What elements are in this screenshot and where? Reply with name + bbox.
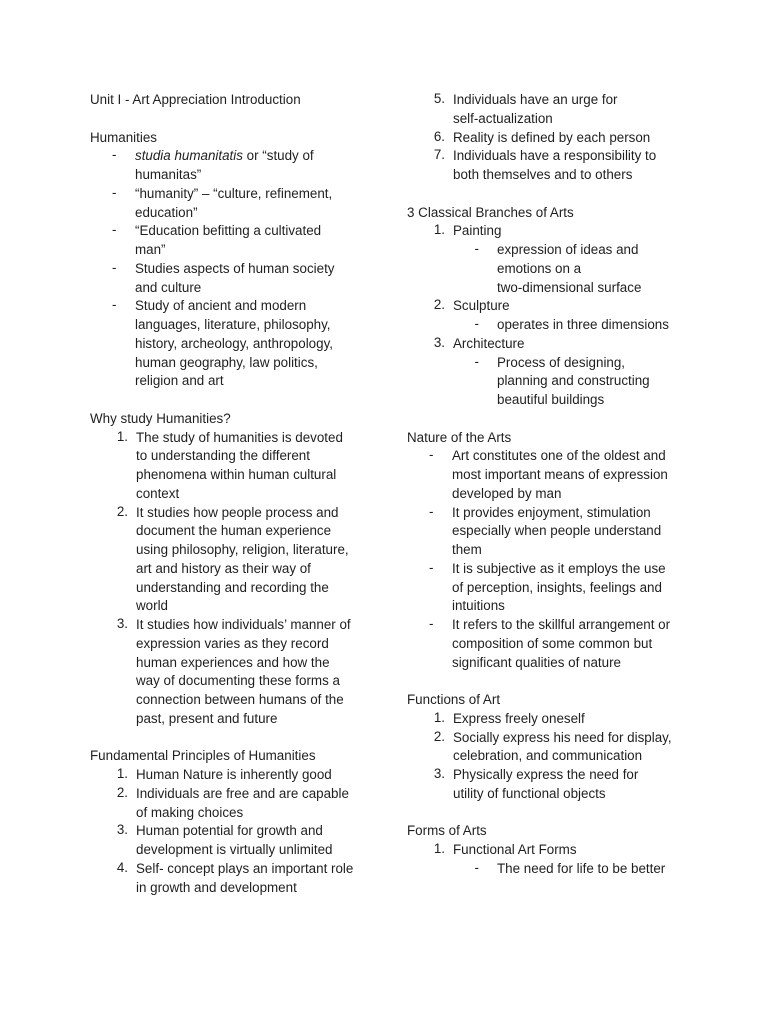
text-line: Socially express his need for display, bbox=[453, 729, 672, 745]
text-line: Human Nature is inherently good bbox=[136, 767, 332, 782]
bullet-list-item bbox=[90, 297, 380, 391]
text-line: man” bbox=[135, 242, 166, 257]
text-line: in growth and development bbox=[136, 879, 297, 895]
numbered-list-item bbox=[407, 335, 692, 354]
list-item-text bbox=[497, 354, 692, 410]
text-line: of making choices bbox=[136, 804, 244, 820]
numbered-list-item bbox=[407, 129, 692, 148]
list-dash: - bbox=[112, 259, 117, 275]
numbered-list-item bbox=[90, 766, 380, 785]
text-line: It studies how people process and bbox=[136, 504, 339, 520]
text-line: human experiences and how the bbox=[136, 654, 330, 670]
text-line: Reality is defined by each person bbox=[453, 129, 651, 145]
text-line: significant qualities of nature bbox=[452, 654, 621, 670]
bullet-list-item bbox=[407, 316, 692, 335]
bullet-list-item bbox=[90, 260, 380, 298]
numbered-list-item bbox=[90, 504, 380, 617]
list-item-text bbox=[453, 841, 692, 860]
text-line: operates in three dimensions bbox=[497, 317, 669, 332]
numbered-list-item bbox=[407, 766, 692, 804]
text-line: expression varies as they record bbox=[136, 635, 329, 651]
list-number: 3. bbox=[116, 616, 128, 631]
list-number: 4. bbox=[116, 859, 128, 875]
section-heading: Functions of Art bbox=[407, 692, 501, 707]
list-number: 3. bbox=[433, 334, 445, 350]
text-line: understanding and recording the bbox=[136, 579, 329, 595]
list-item-text bbox=[452, 616, 692, 672]
text-line: Architecture bbox=[453, 335, 525, 351]
text-line: Studies aspects of human society bbox=[135, 260, 335, 276]
text-line: education” bbox=[135, 204, 198, 220]
bullet-list-item bbox=[90, 147, 380, 185]
list-item-text bbox=[136, 822, 380, 860]
list-item-text bbox=[136, 860, 380, 898]
numbered-list-item bbox=[407, 841, 692, 860]
spacer bbox=[407, 804, 692, 823]
italic-term: studia humanitatis bbox=[135, 148, 243, 164]
numbered-list-item bbox=[407, 222, 692, 241]
numbered-list-item bbox=[90, 822, 380, 860]
numbered-list-item bbox=[407, 147, 692, 185]
spacer bbox=[90, 391, 380, 410]
spacer bbox=[90, 110, 380, 129]
list-item-text bbox=[135, 297, 380, 391]
text-line: “humanity” – “culture, refinement, bbox=[135, 185, 333, 201]
list-item-text bbox=[453, 222, 692, 241]
list-item-text bbox=[497, 316, 692, 335]
text-line: two-dimensional surface bbox=[497, 279, 642, 295]
text-line: It provides enjoyment, stimulation bbox=[452, 504, 651, 520]
text-line: The need for life to be better bbox=[497, 860, 666, 876]
text-line: Individuals are free and are capable bbox=[136, 785, 349, 801]
section-heading: 3 Classical Branches of Arts bbox=[407, 204, 574, 220]
list-dash: - bbox=[429, 447, 434, 463]
list-dash: - bbox=[429, 616, 434, 631]
text-line: way of documenting these forms a bbox=[136, 673, 340, 689]
text-line: both themselves and to others bbox=[453, 167, 633, 182]
bullet-list-item bbox=[90, 222, 380, 260]
list-item-text bbox=[135, 147, 380, 185]
text-line: The study of humanities is devoted bbox=[136, 429, 343, 445]
spacer bbox=[407, 185, 692, 204]
text-line: languages, literature, philosophy, bbox=[135, 317, 331, 332]
text-line: document the human experience bbox=[136, 523, 332, 539]
text-line: It is subjective as it employs the use bbox=[452, 560, 666, 576]
list-dash: - bbox=[474, 859, 479, 875]
numbered-list-item bbox=[407, 710, 692, 729]
numbered-list-item bbox=[90, 785, 380, 823]
list-item-text bbox=[452, 504, 692, 560]
list-number: 2. bbox=[116, 784, 128, 800]
list-item-text bbox=[135, 222, 380, 260]
text-line: phenomena within human cultural bbox=[136, 467, 337, 482]
numbered-list-item bbox=[407, 91, 692, 129]
text-line: Self- concept plays an important role bbox=[136, 860, 354, 876]
list-dash: - bbox=[474, 316, 479, 331]
text-line: past, present and future bbox=[136, 710, 278, 726]
list-item-text bbox=[136, 785, 380, 823]
numbered-list-item bbox=[407, 297, 692, 316]
text-line: Study of ancient and modern bbox=[135, 298, 307, 314]
text-line: human geography, law politics, bbox=[135, 354, 318, 370]
text-line: history, archeology, anthropology, bbox=[135, 335, 333, 351]
spacer bbox=[90, 729, 380, 748]
text-line: Individuals have an urge for bbox=[453, 92, 618, 107]
bullet-list-item bbox=[407, 504, 692, 560]
list-number: 3. bbox=[433, 766, 445, 781]
text-line: composition of some common but bbox=[452, 635, 653, 651]
text-line: emotions on a bbox=[497, 260, 582, 276]
text-line: Painting bbox=[453, 223, 502, 239]
bullet-list-item bbox=[407, 560, 692, 616]
text-line: studia humanitatis or “study of bbox=[135, 148, 314, 164]
bullet-list-item bbox=[407, 447, 692, 503]
list-number: 1. bbox=[116, 428, 128, 444]
list-number: 1. bbox=[116, 766, 128, 781]
text-line: art and history as their way of bbox=[136, 560, 311, 576]
list-number: 5. bbox=[433, 91, 445, 106]
text-line: expression of ideas and bbox=[497, 242, 639, 257]
spacer bbox=[407, 672, 692, 691]
numbered-list-item bbox=[407, 729, 692, 767]
section-heading: Forms of Arts bbox=[407, 823, 487, 839]
text-line: connection between humans of the bbox=[136, 692, 344, 707]
bullet-list-item bbox=[407, 241, 692, 297]
list-dash: - bbox=[429, 503, 434, 519]
list-item-text bbox=[452, 560, 692, 616]
left-column bbox=[90, 91, 380, 897]
list-dash: - bbox=[112, 297, 117, 313]
text-line: Physically express the need for bbox=[453, 767, 639, 782]
bullet-list-item bbox=[407, 354, 692, 410]
section-heading: Humanities bbox=[90, 129, 157, 145]
text-line: them bbox=[452, 542, 482, 557]
list-dash: - bbox=[429, 559, 434, 575]
list-number: 1. bbox=[433, 709, 445, 725]
list-number: 2. bbox=[116, 503, 128, 519]
section-heading: Fundamental Principles of Humanities bbox=[90, 748, 316, 764]
bullet-list-item bbox=[90, 185, 380, 223]
list-item-text bbox=[453, 129, 692, 148]
section-heading: Why study Humanities? bbox=[90, 410, 231, 426]
list-item-text bbox=[497, 860, 692, 879]
text-line: using philosophy, religion, literature, bbox=[136, 542, 349, 557]
text-line: Sculpture bbox=[453, 298, 510, 314]
text-line: especially when people understand bbox=[452, 523, 662, 539]
list-item-text bbox=[136, 504, 380, 617]
list-number: 6. bbox=[433, 128, 445, 144]
text-line: utility of functional objects bbox=[453, 785, 606, 801]
text-line: to understanding the different bbox=[136, 448, 310, 464]
list-number: 2. bbox=[433, 297, 445, 313]
list-dash: - bbox=[112, 222, 117, 238]
right-column bbox=[407, 91, 692, 879]
list-item-text bbox=[453, 147, 692, 185]
list-number: 1. bbox=[433, 222, 445, 238]
text-line: development is virtually unlimited bbox=[136, 842, 333, 857]
text-line: Functional Art Forms bbox=[453, 842, 577, 857]
list-number: 2. bbox=[433, 728, 445, 744]
list-item-text bbox=[452, 447, 692, 503]
text-line: context bbox=[136, 485, 180, 501]
text-line: Express freely oneself bbox=[453, 710, 585, 726]
bullet-list-item bbox=[407, 860, 692, 879]
list-item-text bbox=[453, 335, 692, 354]
text-line: “Education befitting a cultivated bbox=[135, 223, 322, 239]
bullet-list-item bbox=[407, 616, 692, 672]
text-line: Art constitutes one of the oldest and bbox=[452, 448, 666, 464]
text-line: of perception, insights, feelings and bbox=[452, 579, 662, 595]
section-heading: Unit I - Art Appreciation Introduction bbox=[90, 92, 301, 107]
numbered-list-item bbox=[90, 616, 380, 729]
text-line: self-actualization bbox=[453, 110, 553, 126]
list-dash: - bbox=[112, 184, 117, 200]
list-number: 7. bbox=[433, 147, 445, 163]
list-item-text bbox=[136, 429, 380, 504]
list-item-text bbox=[136, 766, 380, 785]
text-line: It refers to the skillful arrangement or bbox=[452, 617, 671, 632]
list-item-text bbox=[135, 260, 380, 298]
list-item-text bbox=[453, 297, 692, 316]
text-line: planning and constructing bbox=[497, 373, 650, 389]
list-dash: - bbox=[474, 241, 479, 256]
text-line: celebration, and communication bbox=[453, 748, 643, 764]
text-line: religion and art bbox=[135, 373, 224, 389]
section-heading: Nature of the Arts bbox=[407, 429, 512, 445]
spacer bbox=[407, 410, 692, 429]
text-line: Process of designing, bbox=[497, 354, 626, 370]
list-item-text bbox=[497, 241, 692, 297]
list-dash: - bbox=[474, 353, 479, 369]
text-line: beautiful buildings bbox=[497, 392, 605, 407]
text-line: and culture bbox=[135, 279, 202, 295]
list-item-text bbox=[136, 616, 380, 729]
text-line: most important means of expression bbox=[452, 467, 668, 482]
text-line: Human potential for growth and bbox=[136, 823, 323, 839]
text-line: intuitions bbox=[452, 598, 505, 614]
numbered-list-item bbox=[90, 429, 380, 504]
list-item-text bbox=[135, 185, 380, 223]
text-line: It studies how individuals’ manner of bbox=[136, 617, 351, 632]
text-line: humanitas” bbox=[135, 167, 202, 182]
list-number: 3. bbox=[116, 822, 128, 838]
text-line: developed by man bbox=[452, 485, 562, 501]
list-item-text bbox=[453, 766, 692, 804]
list-dash: - bbox=[112, 147, 117, 163]
list-item-text bbox=[453, 91, 692, 129]
list-number: 1. bbox=[433, 841, 445, 856]
list-item-text bbox=[453, 729, 692, 767]
numbered-list-item bbox=[90, 860, 380, 898]
list-item-text bbox=[453, 710, 692, 729]
text-line: Individuals have a responsibility to bbox=[453, 148, 657, 164]
text-line: world bbox=[136, 598, 168, 614]
